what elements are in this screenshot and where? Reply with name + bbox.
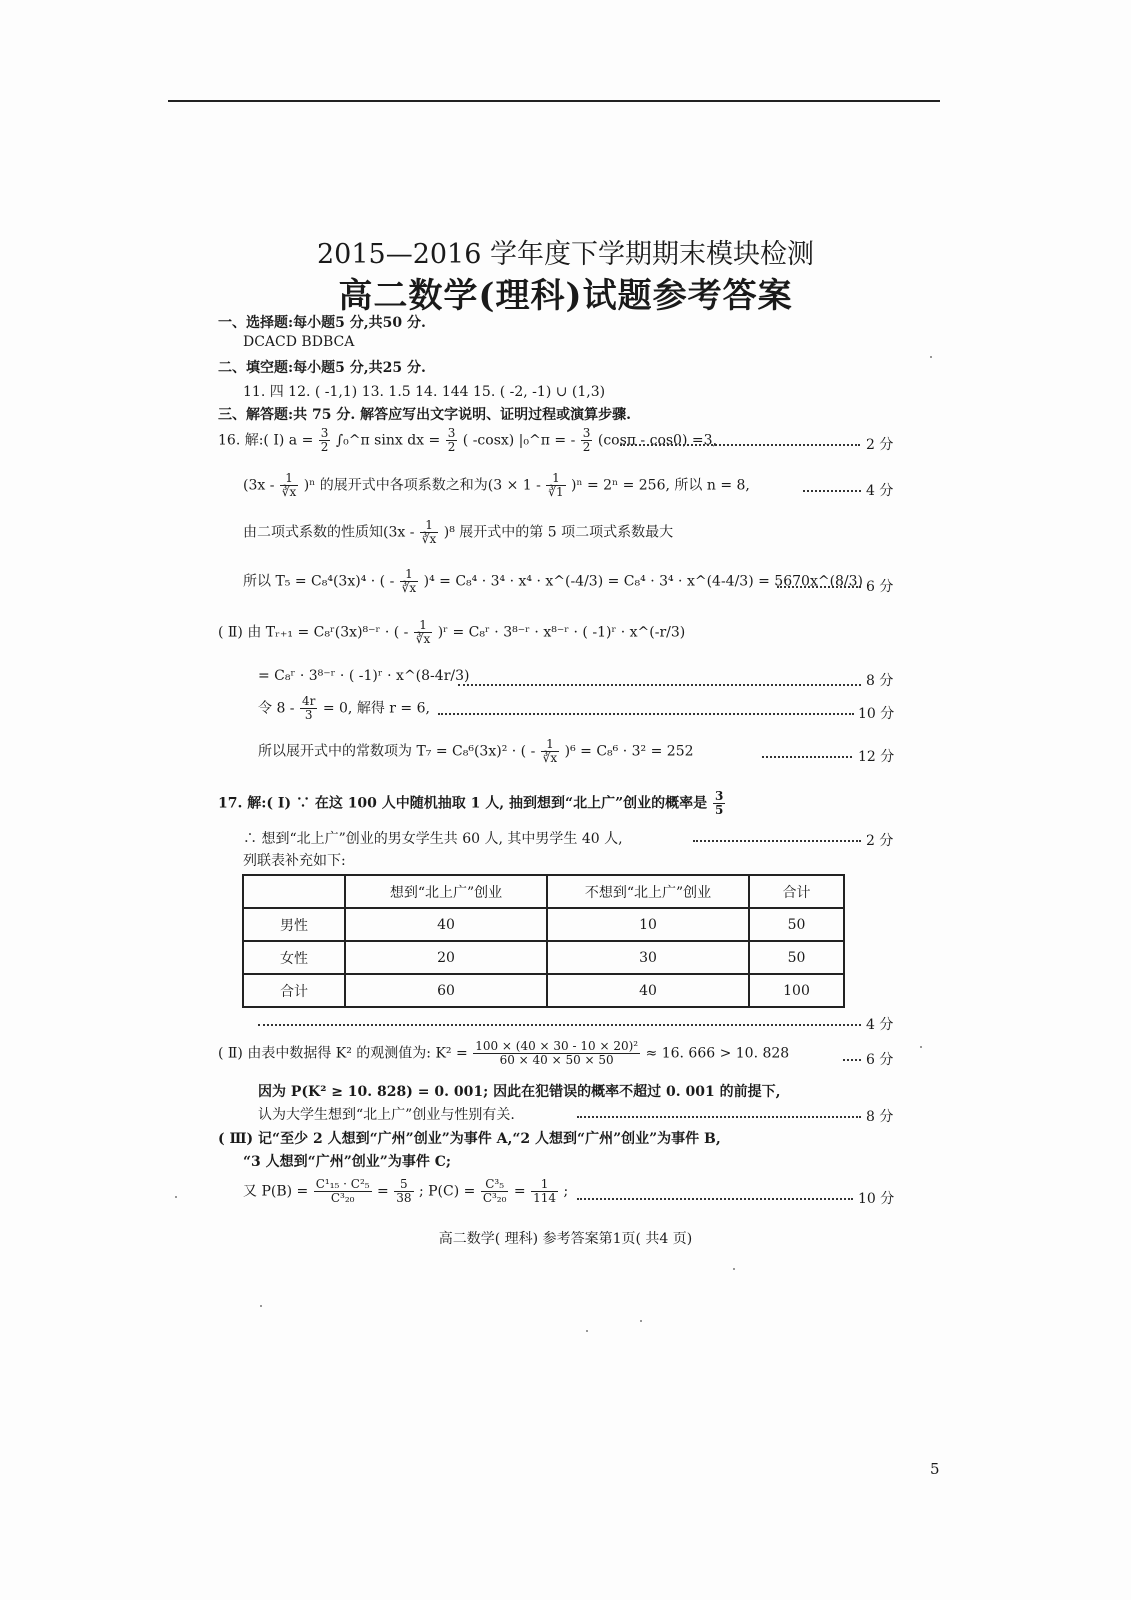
table-row	[243, 974, 844, 1007]
leader-dots	[803, 490, 861, 492]
score-label: 12 分	[858, 749, 895, 765]
table-cell: 40	[345, 908, 547, 941]
table-header: 合计	[749, 875, 844, 908]
score-label: 10 分	[858, 706, 895, 722]
table-row	[243, 941, 844, 974]
q17-line1: 17. 解:( Ⅰ) ∵ 在这 100 人中随机抽取 1 人, 抽到想到“北上广”创业的概率是 $\frac{3}{5}$	[218, 789, 724, 817]
q16-line2: (3x - $\frac{1}{∛x}$ )ⁿ 的展开式中各项系数之和为(3 × 1 - $\frac{1}{∛1}$ )ⁿ = 2ⁿ = 256, 所以 n = 8,	[243, 471, 750, 499]
table-cell: 男性	[243, 908, 345, 941]
leader-dots	[577, 1198, 853, 1200]
table-cell: 合计	[243, 974, 345, 1007]
table-cell: 20	[345, 941, 547, 974]
q16-line7: 令 8 - $\frac{4r}{3}$ = 0, 解得 r = 6,	[258, 694, 430, 722]
table-cell: 60	[345, 974, 547, 1007]
leader-dots	[458, 684, 861, 686]
section3-heading: 三、解答题:共 75 分. 解答应写出文字说明、证明过程或演算步骤.	[218, 407, 632, 423]
scan-speck	[930, 356, 932, 358]
table-cell: 50	[749, 941, 844, 974]
scan-speck	[260, 1305, 262, 1307]
q17-line2: ∴ 想到“北上广”创业的男女学生共 60 人, 其中男学生 40 人,	[243, 831, 623, 847]
section1-answers: DCACD BDBCA	[243, 334, 355, 350]
scan-speck	[920, 1046, 922, 1048]
table-header	[243, 875, 345, 908]
score-label: 8 分	[866, 673, 894, 689]
leader-dots	[577, 1116, 861, 1118]
answer-key-title: 高二数学(理科)试题参考答案	[338, 276, 793, 316]
q16-line1: 16. 解:( Ⅰ) a = $\frac{3}{2}$ ∫₀^π sinx dx = $\frac{3}{2}$ ( -cosx) |₀^π = - $\frac{3}{2}$ (cosπ - cos0) =3,	[218, 426, 717, 454]
page-number: 5	[930, 1460, 940, 1478]
scan-speck	[640, 1320, 642, 1322]
score-label: 4 分	[866, 1017, 894, 1033]
leader-dots	[777, 586, 861, 588]
table-header: 不想到“北上广”创业	[547, 875, 749, 908]
q16-line6: = C₈ʳ · 3⁸⁻ʳ · ( -1)ʳ · x^(8-4r/3)	[258, 668, 470, 684]
contingency-table	[242, 874, 845, 1008]
q17-line3: 列联表补充如下:	[243, 853, 346, 869]
leader-dots	[438, 713, 854, 715]
table-cell: 100	[749, 974, 844, 1007]
score-label: 6 分	[866, 1052, 894, 1068]
score-label: 10 分	[858, 1191, 895, 1207]
exam-title: 2015—2016 学年度下学期期末模块检测	[316, 239, 814, 270]
leader-dots	[620, 444, 860, 446]
table-cell: 女性	[243, 941, 345, 974]
section2-answers: 11. 四 12. ( -1,1) 13. 1.5 14. 144 15. ( -2, -1) ∪ (1,3)	[243, 384, 606, 400]
table-row	[243, 908, 844, 941]
q17-line5: 因为 P(K² ≥ 10. 828) = 0. 001; 因此在犯错误的概率不超过 0. 001 的前提下,	[258, 1084, 781, 1100]
top-rule	[168, 100, 940, 102]
leader-dots	[762, 756, 852, 758]
q16-line4: 所以 T₅ = C₈⁴(3x)⁴ · ( - $\frac{1}{∛x}$ )⁴ = C₈⁴ · 3⁴ · x⁴ · x^(-4/3) = C₈⁴ · 3⁴ · x^(4-4/3) = 5670x^(8/3)	[243, 567, 864, 595]
leader-dots	[693, 840, 861, 842]
score-label: 8 分	[866, 1109, 894, 1125]
q17-line8: “3 人想到“广州”创业”为事件 C;	[243, 1154, 452, 1170]
q17-line4: ( Ⅱ) 由表中数据得 K² 的观测值为: K² = $\frac{\text{100 × (40 × 30 - 10 × 20)²}}{60 \times 40 \times 50 \times 50}$ ≈ 16. 666 > 10. 828	[218, 1039, 790, 1067]
leader-dots	[843, 1059, 861, 1061]
section2-heading: 二、填空题:每小题5 分,共25 分.	[218, 360, 426, 376]
leader-dots	[258, 1024, 861, 1026]
scan-speck	[733, 1268, 735, 1270]
q17-line9: 又 P(B) = $\frac{\text{C¹₁₅ · C²₅}}{\text{C³₂₀}}$ = $\frac{5}{38}$ ; P(C) = $\frac{\text{C³₅}}{\text{C³₂₀}}$ = $\frac{1}{114}$ ;	[243, 1177, 569, 1205]
table-cell: 40	[547, 974, 749, 1007]
q16-line3: 由二项式系数的性质知(3x - $\frac{1}{∛x}$ )⁸ 展开式中的第 5 项二项式系数最大	[243, 518, 674, 546]
scan-speck	[175, 1196, 177, 1198]
section1-heading: 一、选择题:每小题5 分,共50 分.	[218, 315, 426, 331]
q17-line7: ( Ⅲ) 记“至少 2 人想到“广州”创业”为事件 A,“2 人想到“广州”创业”为事件 B,	[218, 1131, 721, 1147]
score-label: 6 分	[866, 579, 894, 595]
table-cell: 50	[749, 908, 844, 941]
q16-line8: 所以展开式中的常数项为 T₇ = C₈⁶(3x)² · ( - $\frac{1}{∛x}$ )⁶ = C₈⁶ · 3² = 252	[258, 737, 694, 765]
q16-line5: ( Ⅱ) 由 Tᵣ₊₁ = C₈ʳ(3x)⁸⁻ʳ · ( - $\frac{1}{∛x}$ )ʳ = C₈ʳ · 3⁸⁻ʳ · x⁸⁻ʳ · ( -1)ʳ · x^(-r/3)	[218, 618, 686, 646]
q17-line6: 认为大学生想到“北上广”创业与性别有关.	[258, 1107, 515, 1123]
scan-speck	[586, 1330, 588, 1332]
table-header-row	[243, 875, 844, 908]
table-cell: 10	[547, 908, 749, 941]
score-label: 2 分	[866, 437, 894, 453]
score-label: 4 分	[866, 483, 894, 499]
table-header: 想到“北上广”创业	[345, 875, 547, 908]
score-label: 2 分	[866, 833, 894, 849]
page-footer: 高二数学( 理科) 参考答案第1页( 共4 页)	[438, 1231, 693, 1247]
table-cell: 30	[547, 941, 749, 974]
